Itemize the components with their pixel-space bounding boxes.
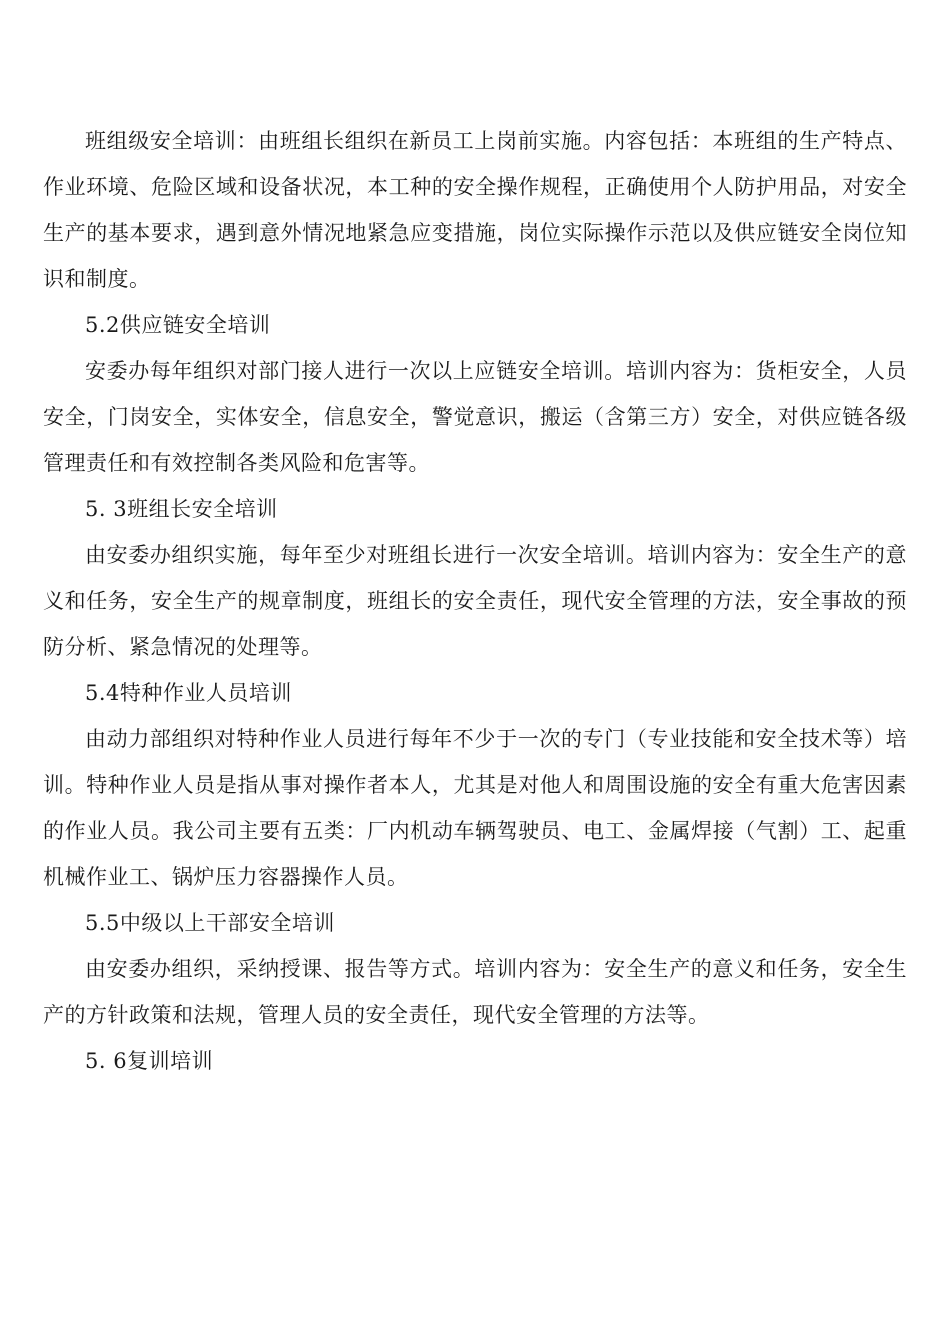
heading-5-4-special-operation-training: 5.4特种作业人员培训 bbox=[85, 681, 292, 705]
heading-5-3-team-leader-training: 5. 3班组长安全培训 bbox=[85, 497, 278, 521]
heading-5-6-retraining: 5. 6复训培训 bbox=[85, 1049, 214, 1073]
paragraph-supply-chain-training: 安委办每年组织对部门接人进行一次以上应链安全培训。培训内容为：货柜安全，人员安全，门岗安全，实体安全，信息安全，警觉意识，搬运（含第三方）安全，对供应链各级管理责任和有效控制各类风险和危害等。 bbox=[43, 359, 907, 475]
heading-5-5-cadre-training: 5.5中级以上干部安全培训 bbox=[85, 911, 335, 935]
document-page bbox=[43, 118, 907, 1084]
paragraph-team-leader-training: 由安委办组织实施，每年至少对班组长进行一次安全培训。培训内容为：安全生产的意义和任务，安全生产的规章制度，班组长的安全责任，现代安全管理的方法，安全事故的预防分析、紧急情况的处理等。 bbox=[43, 543, 907, 659]
heading-5-2-supply-chain-training: 5.2供应链安全培训 bbox=[85, 313, 271, 337]
paragraph-special-operation-training: 由动力部组织对特种作业人员进行每年不少于一次的专门（专业技能和安全技术等）培训。特种作业人员是指从事对操作者本人，尤其是对他人和周围设施的安全有重大危害因素的作业人员。我公司主要有五类：厂内机动车辆驾驶员、电工、金属焊接（气割）工、起重机械作业工、锅炉压力容器操作人员。 bbox=[43, 727, 907, 889]
paragraph-cadre-training: 由安委办组织，采纳授课、报告等方式。培训内容为：安全生产的意义和任务，安全生产的方针政策和法规，管理人员的安全责任，现代安全管理的方法等。 bbox=[43, 957, 907, 1027]
paragraph-team-level-training: 班组级安全培训：由班组长组织在新员工上岗前实施。内容包括：本班组的生产特点、作业环境、危险区域和设备状况，本工种的安全操作规程，正确使用个人防护用品，对安全生产的基本要求，遇到意外情况地紧急应变措施，岗位实际操作示范以及供应链安全岗位知识和制度。 bbox=[43, 129, 907, 291]
